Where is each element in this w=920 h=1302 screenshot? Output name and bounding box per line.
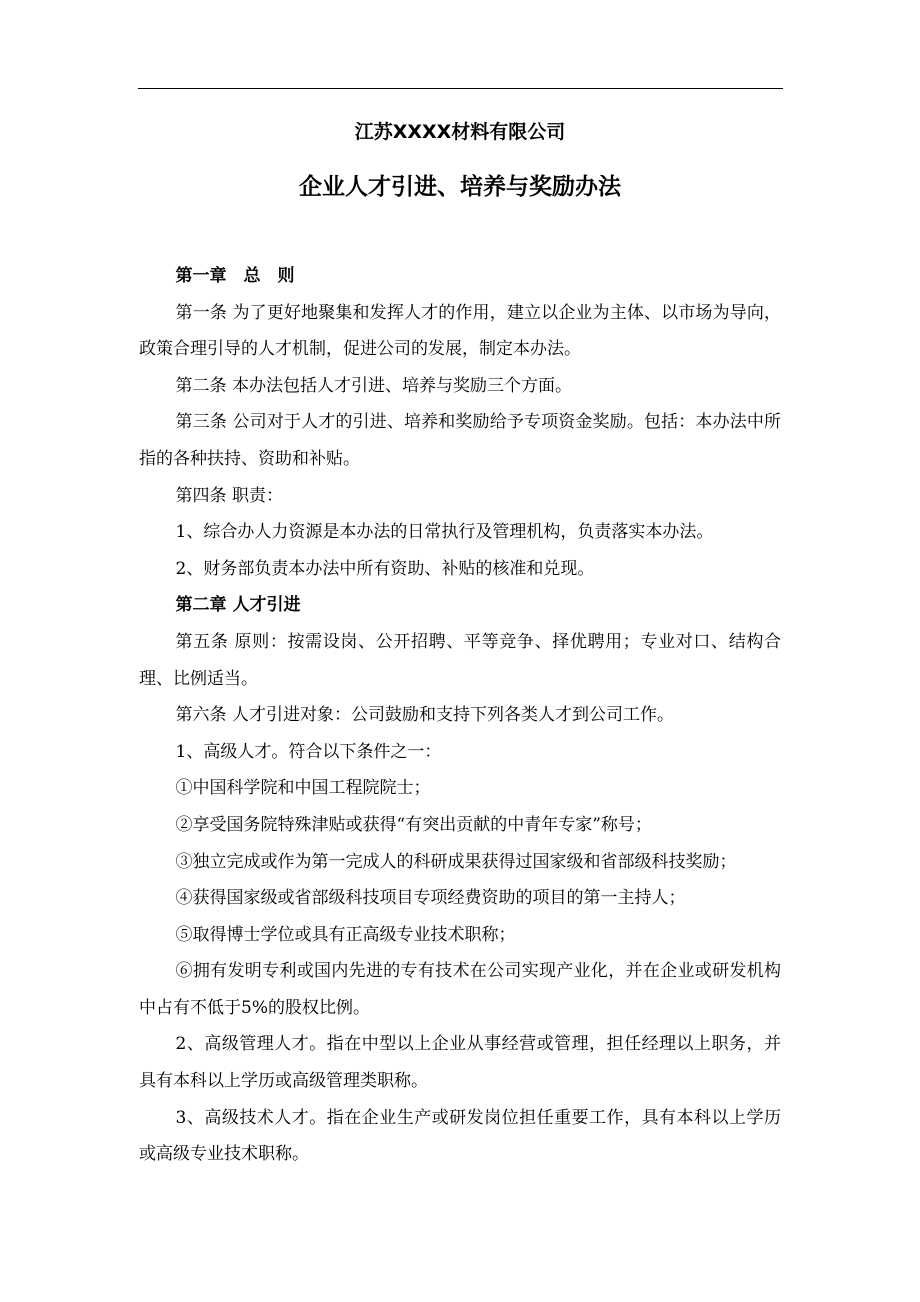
paragraph: 3、高级技术人才。指在企业生产或研发岗位担任重要工作，具有本科以上学历或高级专业技术职称。 [139,1107,781,1165]
paragraph: 第二条 本办法包括人才引进、培养与奖励三个方面。 [175,375,572,396]
paragraph: 2、高级管理人才。指在中型以上企业从事经营或管理，担任经理以上职务，并具有本科以上学历或高级管理类职称。 [139,1034,781,1092]
paragraph: 1、综合办人力资源是本办法的日常执行及管理机构，负责落实本办法。 [175,522,714,543]
list-item: ④获得国家级或省部级科技项目专项经费资助的项目的第一主持人； [175,888,686,909]
paragraph: 第一条 为了更好地聚集和发挥人才的作用，建立以企业为主体、以市场为导向，政策合理引导的人才机制，促进公司的发展，制定本办法。 [139,302,781,360]
paragraph: 1、高级人才。符合以下条件之一： [175,741,442,762]
header-rule [138,88,783,89]
chapter-heading: 第二章 人才引进 [175,595,301,616]
list-item: ⑥拥有发明专利或国内先进的专有技术在公司实现产业化，并在企业或研发机构中占有不低于5%的股权比例。 [139,961,781,1018]
list-item: ③独立完成或作为第一完成人的科研成果获得过国家级和省部级科技奖励； [175,851,737,872]
company-name: 江苏XXXX材料有限公司 [354,121,566,143]
paragraph: 第六条 人才引进对象：公司鼓励和支持下列各类人才到公司工作。 [175,705,674,726]
paragraph: 第五条 原则：按需设岗、公开招聘、平等竞争、择优聘用；专业对口、结构合理、比例适当。 [139,631,781,689]
paragraph: 第三条 公司对于人才的引进、培养和奖励给予专项资金奖励。包括：本办法中所指的各种扶持、资助和补贴。 [139,412,781,469]
paragraph: 2、财务部负责本办法中所有资助、补贴的核准和兑现。 [175,558,595,579]
chapter-heading: 第一章 总 则 [175,266,295,286]
list-item: ⑤取得博士学位或具有正高级专业技术职称； [175,924,516,945]
document-body [139,258,781,1173]
document-title: 企业人才引进、培养与奖励办法 [299,174,621,200]
list-item: ②享受国务院特殊津贴或获得“有突出贡献的中青年专家”称号； [175,814,652,835]
list-item: ①中国科学院和中国工程院院士； [175,778,431,799]
paragraph: 第四条 职责： [175,485,283,506]
